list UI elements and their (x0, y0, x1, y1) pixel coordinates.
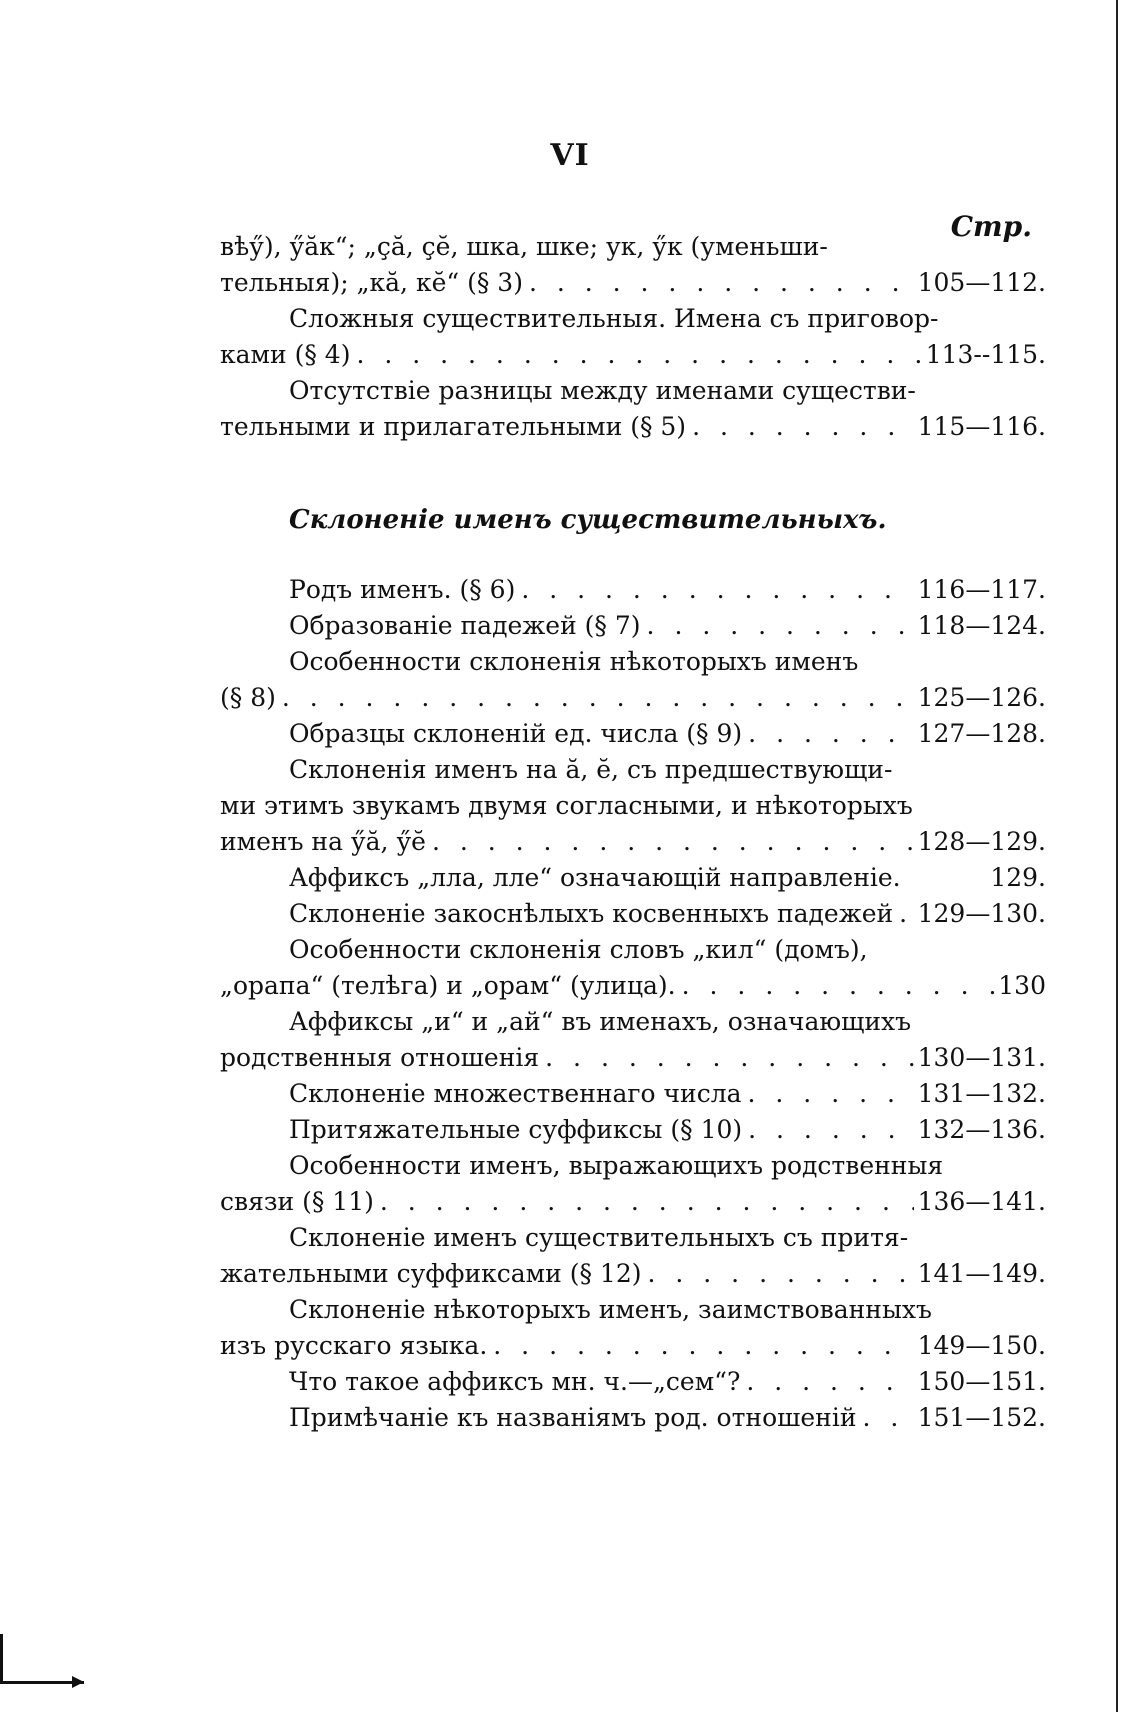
leader-dots (742, 1111, 913, 1149)
toc-line: Особенности именъ, выражающихъ родственныя (289, 1151, 944, 1180)
toc-line: родственныя отношенія . . . 130—131. (220, 1039, 1046, 1077)
toc-line: Что такое аффиксъ мн. ч.—„сем“? . . . 150—151. (289, 1363, 1046, 1401)
page-range: 115—116. (917, 412, 1046, 441)
leader-dots (374, 1183, 914, 1221)
page-range: 132—136. (917, 1115, 1046, 1144)
leader-dots (515, 571, 913, 609)
toc-line: Склоненіе закоснѣлыхъ косвенныхъ падежей . . . 129—130. (289, 895, 1046, 933)
page-range: 129. (990, 863, 1046, 892)
page-range: 141—149. (917, 1259, 1046, 1288)
leader-dots (426, 823, 914, 861)
page-range: 105—112. (917, 268, 1046, 297)
toc-line: Особенности склоненія нѣкоторыхъ именъ (289, 647, 859, 676)
toc-line: Примѣчаніе къ названіямъ род. отношеній . . . 151—152. (289, 1399, 1046, 1437)
page-range: 118—124. (917, 611, 1046, 640)
toc-line: (§ 8) . . . 125—126. (220, 679, 1046, 717)
toc-line: Образованіе падежей (§ 7) . . . 118—124. (289, 607, 1046, 645)
page-range: 131—132. (917, 1079, 1046, 1108)
page-range: 129—130. (917, 899, 1046, 928)
toc-line: Склоненіе множественнаго числа . . . 131—132. (289, 1075, 1046, 1113)
leader-dots (676, 967, 995, 1005)
leader-dots (523, 264, 914, 302)
page-range: 149—150. (917, 1331, 1046, 1360)
toc-line: Отсутствіе разницы между именами существи- (289, 376, 916, 405)
leader-dots (740, 1363, 913, 1401)
toc-line: Аффиксъ „лла, лле“ означающій направленіе. 129. (289, 859, 1046, 897)
leader-dots (893, 895, 913, 933)
leader-dots (686, 408, 914, 446)
section-heading: Склоненіе именъ существительныхъ. (289, 505, 887, 535)
toc-line: „орапа“ (телѣга) и „орам“ (улица). . . . 130 (220, 967, 1046, 1005)
leader-dots (487, 1327, 913, 1365)
page-range: 128—129. (917, 827, 1046, 856)
leader-dots (539, 1039, 913, 1077)
corner-mark (0, 1634, 3, 1684)
page-range: 130 (998, 971, 1046, 1000)
toc-line: Аффиксы „и“ и „ай“ въ именахъ, означающихъ (289, 1007, 912, 1036)
toc-line: ками (§ 4) . . . 113--115. (220, 336, 1046, 374)
page-range: 130—131. (917, 1043, 1046, 1072)
toc-line: Склоненіе именъ существительныхъ съ притя- (289, 1223, 909, 1252)
leader-dots (742, 1075, 914, 1113)
toc-line: именъ на ӳӑ, ӳӗ . . . 128—129. (220, 823, 1046, 861)
toc-line: Склоненія именъ на ӑ, ӗ, съ предшествующи- (289, 755, 893, 784)
toc-line: связи (§ 11) . . . 136—141. (220, 1183, 1046, 1221)
leader-dots (276, 679, 914, 717)
toc-line: Склоненіе нѣкоторыхъ именъ, заимствованныхъ (289, 1295, 932, 1324)
toc-line: изъ русскаго языка. . . . 149—150. (220, 1327, 1046, 1365)
toc-line: вѣӳ), ӳӑк“; „ҫӑ, ҫӗ, шка, шке; ук, ӳк (уменьши- (220, 232, 828, 261)
toc-line: Особенности склоненія словъ „кил“ (домъ), (289, 935, 868, 964)
toc-line: Образцы склоненій ед. числа (§ 9) . . . 127—128. (289, 715, 1046, 753)
leader-dots (642, 1255, 914, 1293)
scan-edge-line (1116, 0, 1118, 1712)
page-range: 116—117. (917, 575, 1046, 604)
toc-line: ми этимъ звукамъ двумя согласными, и нѣкоторыхъ (220, 791, 913, 820)
page-range: 151—152. (917, 1403, 1046, 1432)
page-column-heading: Стр. (950, 210, 1032, 243)
leader-dots (641, 607, 914, 645)
corner-arrow-icon (72, 1676, 84, 1688)
toc-line: тельными и прилагательными (§ 5) . . . 115—116. (220, 408, 1046, 446)
leader-dots (742, 715, 913, 753)
toc-line: жательными суффиксами (§ 12) . . . 141—149. (220, 1255, 1046, 1293)
page-range: 150—151. (917, 1367, 1046, 1396)
toc-line: тельныя); „кӑ, кӗ“ (§ 3) . . . 105—112. (220, 264, 1046, 302)
page-range: 125—126. (917, 683, 1046, 712)
page-range: 127—128. (917, 719, 1046, 748)
page-number: VI (550, 138, 590, 173)
page-range: 113--115. (925, 340, 1046, 369)
toc-line: Притяжательные суффиксы (§ 10) . . . 132—136. (289, 1111, 1046, 1149)
leader-dots (857, 1399, 914, 1437)
leader-dots (350, 336, 921, 374)
toc-line: Сложныя существительныя. Имена съ приговор- (289, 304, 939, 333)
toc-line: Родъ именъ. (§ 6) . . . 116—117. (289, 571, 1046, 609)
page-range: 136—141. (917, 1187, 1046, 1216)
